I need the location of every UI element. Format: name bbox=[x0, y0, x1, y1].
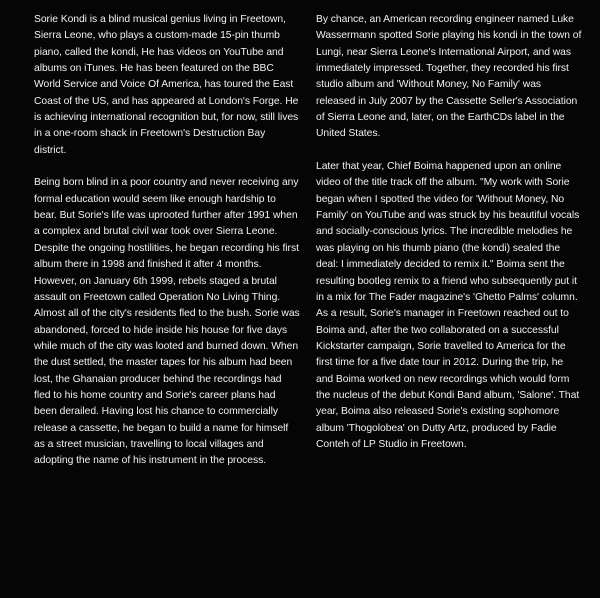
right-paragraph-2: Later that year, Chief Boima happened upon an online video of the title track off the album. "My work with Sorie began when I spotted the video for 'Without Money, No Family' on YouTube and was struck by his beautiful vocals and socially-conscious lyrics. The incredible melodies he was playing on his thumb piano (the kondi) sealed the deal: I immediately decided to remix it." Boima sent the resulting bootleg remix to a friend who subsequently put it in a mix for The Fader magazine's 'Ghetto Palms' column. As a result, Sorie's manager in Freetown reached out to Boima and, after the two collaborated on a successful Kickstarter campaign, Sorie travelled to America for the first time for a five date tour in 2012. During the trip, he and Boima worked on new recordings which would form the nucleus of the debut Kondi Band album, 'Salone'. That year, Boima also released Sorie's existing sophomore album 'Thogolobea' on Dutty Artz, produced by Fadie Conteh of LP Studio in Freetown. bbox=[316, 161, 580, 450]
left-text-column bbox=[34, 12, 300, 486]
left-paragraph-2: Being born blind in a poor country and never receiving any formal education would seem like enough hardship to bear. But Sorie's life was uprooted further after 1991 when a complex and brutal civil war took over Sierra Leone. Despite the ongoing hostilities, he began recording his first album there in 1998 and finished it after 4 months. However, on January 6th 1999, rebels staged a brutal assault on Freetown called Operation No Living Thing. Almost all of the city's residents fled to the bush. Sorie was abandoned, forced to hide inside his house for five days while much of the city was looted and burned down. When the dust settled, the master tapes for his album had been lost, the Ghanaian producer behind the recordings had fled to his home country and Sorie's career plans had been derailed. Having lost his chance to commercially release a cassette, he began to build a name for himself as a street musician, travelling to local villages and adopting the name of his instrument in the process. bbox=[34, 177, 300, 467]
left-paragraph-1: Sorie Kondi is a blind musical genius living in Freetown, Sierra Leone, who plays a custom-made 15-pin thumb piano, called the kondi, He has videos on YouTube and albums on iTunes. He has been featured on the BBC World Service and Voice Of America, has toured the East Coast of the US, and has appeared at London's Forge. He is achieving international recognition but, for now, still lives in a one-room shack in Freetown's Destruction Bay district. bbox=[34, 14, 299, 156]
right-text-column bbox=[316, 12, 582, 470]
right-paragraph-1: By chance, an American recording engineer named Luke Wassermann spotted Sorie playing his kondi in the town of Lungi, near Sierra Leone's International Airport, and was immediately impressed. Together, they recorded his first studio album and 'Without Money, No Family' was released in July 2007 by the Cassette Seller's Association of Sierra Leone and, later, on the EarthCDs label in the United States. bbox=[316, 14, 582, 140]
